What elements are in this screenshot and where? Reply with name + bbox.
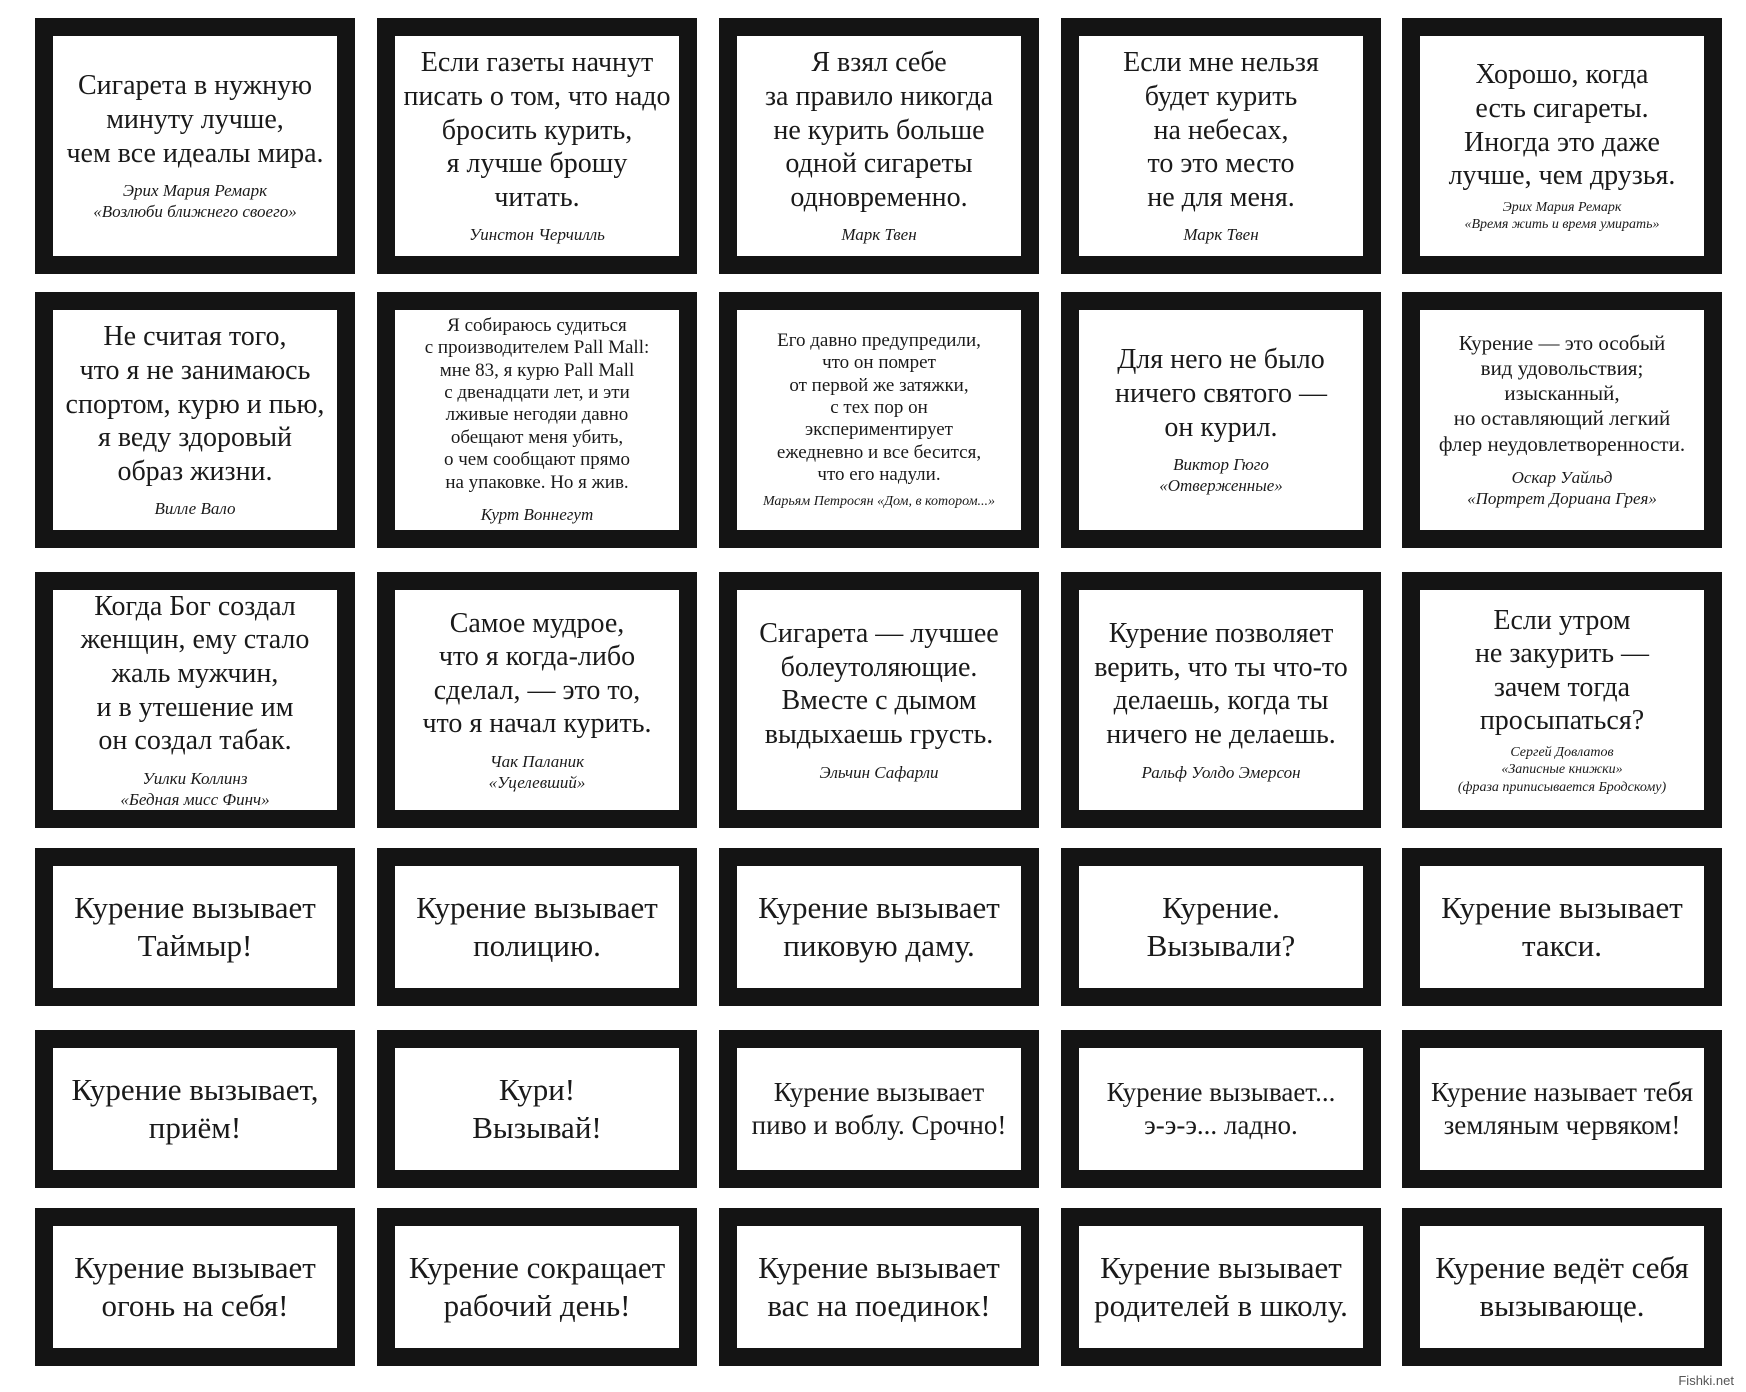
card-face <box>53 590 337 810</box>
quote-card <box>719 292 1039 548</box>
quote-author: Сергей Довлатов «Записные книжки» (фраза приписывается Бродскому) <box>1457 744 1667 795</box>
quote-author: Вилле Вало <box>154 499 236 519</box>
slogan-card <box>719 1030 1039 1188</box>
card-face <box>395 866 679 988</box>
slogan-text: Курение вызывает такси. <box>1441 890 1683 963</box>
quote-author: Уинстон Черчилль <box>469 225 605 245</box>
slogan-card <box>1402 1208 1722 1366</box>
slogan-text: Курение вызывает Таймыр! <box>74 890 316 963</box>
card-face <box>395 1226 679 1348</box>
slogan-card <box>377 848 697 1006</box>
slogan-card <box>719 848 1039 1006</box>
quote-author: Эльчин Сафарли <box>819 762 939 782</box>
slogan-card <box>377 1030 697 1188</box>
card-face <box>1420 310 1704 530</box>
quote-card <box>35 572 355 828</box>
card-face <box>53 1048 337 1170</box>
quote-card <box>1061 292 1381 548</box>
quote-text: Когда Бог создал женщин, ему стало жаль мужчин, и в утешение им он создал табак. <box>80 590 310 757</box>
card-face <box>395 1048 679 1170</box>
card-face <box>395 590 679 810</box>
slogan-text: Курение вызывает родителей в школу. <box>1094 1250 1348 1323</box>
slogan-text: Курение вызывает... э-э-э... ладно. <box>1106 1077 1336 1140</box>
quote-card <box>377 18 697 274</box>
card-face <box>1079 590 1363 810</box>
card-face <box>53 1226 337 1348</box>
quote-author: Виктор Гюго «Отверженные» <box>1159 455 1283 496</box>
slogan-card <box>35 848 355 1006</box>
quote-author: Эрих Мария Ремарк «Время жить и время умирать» <box>1464 199 1660 233</box>
quote-text: Не считая того, что я не занимаюсь спортом, курю и пью, я веду здоровый образ жизни. <box>65 321 325 487</box>
quote-card <box>1061 572 1381 828</box>
watermark: Fishki.net <box>1678 1373 1734 1388</box>
slogan-card <box>377 1208 697 1366</box>
quote-author: Чак Паланик «Уцелевший» <box>488 751 586 793</box>
slogan-card <box>1061 1208 1381 1366</box>
slogan-card <box>719 1208 1039 1366</box>
quote-card <box>719 572 1039 828</box>
card-face <box>737 1048 1021 1170</box>
card-face <box>395 310 679 530</box>
card-face <box>737 310 1021 530</box>
quote-author: Ральф Уолдо Эмерсон <box>1141 762 1301 782</box>
quote-card <box>1061 18 1381 274</box>
slogan-card <box>1402 1030 1722 1188</box>
card-face <box>1420 36 1704 256</box>
slogan-card <box>1402 848 1722 1006</box>
card-face <box>1079 1226 1363 1348</box>
quote-card <box>35 18 355 274</box>
card-face <box>1079 1048 1363 1170</box>
slogan-text: Курение ведёт себя вызывающе. <box>1435 1250 1689 1323</box>
quote-text: Его давно предупредили, что он помрет от первой же затяжки, с тех пор он экспериментирует ежедневно и все бесится, что его надули. <box>776 329 982 486</box>
card-face <box>737 866 1021 988</box>
card-face <box>1079 866 1363 988</box>
quote-card <box>377 572 697 828</box>
quote-author: Марк Твен <box>1183 225 1259 245</box>
slogan-card <box>35 1208 355 1366</box>
slogan-text: Курение сокращает рабочий день! <box>408 1250 666 1323</box>
card-face <box>737 1226 1021 1348</box>
quote-text: Если мне нельзя будет курить на небесах, то это место не для меня. <box>1123 47 1319 213</box>
slogan-text: Курение вызывает полицию. <box>416 890 658 963</box>
card-face <box>1079 310 1363 530</box>
quote-text: Курение позволяет верить, что ты что-то делаешь, когда ты ничего не делаешь. <box>1094 618 1348 750</box>
quote-text: Если газеты начнут писать о том, что надо бросить курить, я лучше брошу читать. <box>403 47 671 213</box>
quote-author: Марьям Петросян «Дом, в котором...» <box>762 493 996 509</box>
quote-text: Хорошо, когда есть сигареты. Иногда это даже лучше, чем друзья. <box>1448 59 1676 192</box>
card-face <box>395 36 679 256</box>
quote-text: Если утром не закурить — зачем тогда просыпаться? <box>1474 604 1650 737</box>
quote-card <box>1402 572 1722 828</box>
quote-author: Курт Воннегут <box>480 505 594 524</box>
slogan-text: Курение вызывает пиковую даму. <box>758 890 1000 963</box>
quote-author: Уилки Коллинз «Бедная мисс Финч» <box>120 768 270 809</box>
quote-card <box>35 292 355 548</box>
quote-author: Оскар Уайльд «Портрет Дориана Грея» <box>1467 467 1657 508</box>
slogan-card <box>35 1030 355 1188</box>
slogan-text: Курение вызывает огонь на себя! <box>74 1250 316 1323</box>
card-face <box>1420 1226 1704 1348</box>
slogan-text: Кури! Вызывай! <box>472 1072 602 1145</box>
slogan-text: Курение вызывает пиво и воблу. Срочно! <box>751 1077 1007 1140</box>
quote-text: Самое мудрое, что я когда-либо сделал, — это то, что я начал курить. <box>422 607 652 740</box>
quote-text: Сигарета — лучшее болеутоляющие. Вместе с дымом выдыхаешь грусть. <box>759 618 999 750</box>
quote-text: Я собираюсь судиться с производителем Pall Mall: мне 83, я курю Pall Mall с двенадцати лет, и эти лживые негодяи давно обещают меня убить, о чем сообщают прямо на упаковке. Но я жив. <box>424 314 650 493</box>
card-face <box>1420 866 1704 988</box>
quote-author: Эрих Мария Ремарк «Возлюби ближнего своего» <box>93 181 297 222</box>
quote-card <box>719 18 1039 274</box>
slogan-text: Курение вызывает, приём! <box>71 1072 319 1145</box>
slogan-card <box>1061 1030 1381 1188</box>
quote-text: Курение — это особый вид удовольствия; изысканный, но оставляющий легкий флер неудовлетворенности. <box>1438 330 1686 456</box>
slogan-text: Курение называет тебя земляным червяком! <box>1430 1077 1693 1140</box>
card-face <box>53 866 337 988</box>
slogan-text: Курение. Вызывали? <box>1146 890 1296 963</box>
quote-text: Сигарета в нужную минуту лучше, чем все идеалы мира. <box>66 70 324 169</box>
card-face <box>737 36 1021 256</box>
quote-text: Я взял себе за правило никогда не курить больше одной сигареты одновременно. <box>765 47 993 213</box>
quote-card <box>1402 292 1722 548</box>
card-face <box>53 36 337 256</box>
card-face <box>737 590 1021 810</box>
card-face <box>53 310 337 530</box>
slogan-text: Курение вызывает вас на поединок! <box>758 1250 1000 1323</box>
card-face <box>1420 1048 1704 1170</box>
slogan-card <box>1061 848 1381 1006</box>
card-face <box>1420 590 1704 810</box>
card-face <box>1079 36 1363 256</box>
quote-text: Для него не было ничего святого — он курил. <box>1114 344 1328 443</box>
quote-card <box>377 292 697 548</box>
quote-author: Марк Твен <box>841 225 917 245</box>
quote-card <box>1402 18 1722 274</box>
